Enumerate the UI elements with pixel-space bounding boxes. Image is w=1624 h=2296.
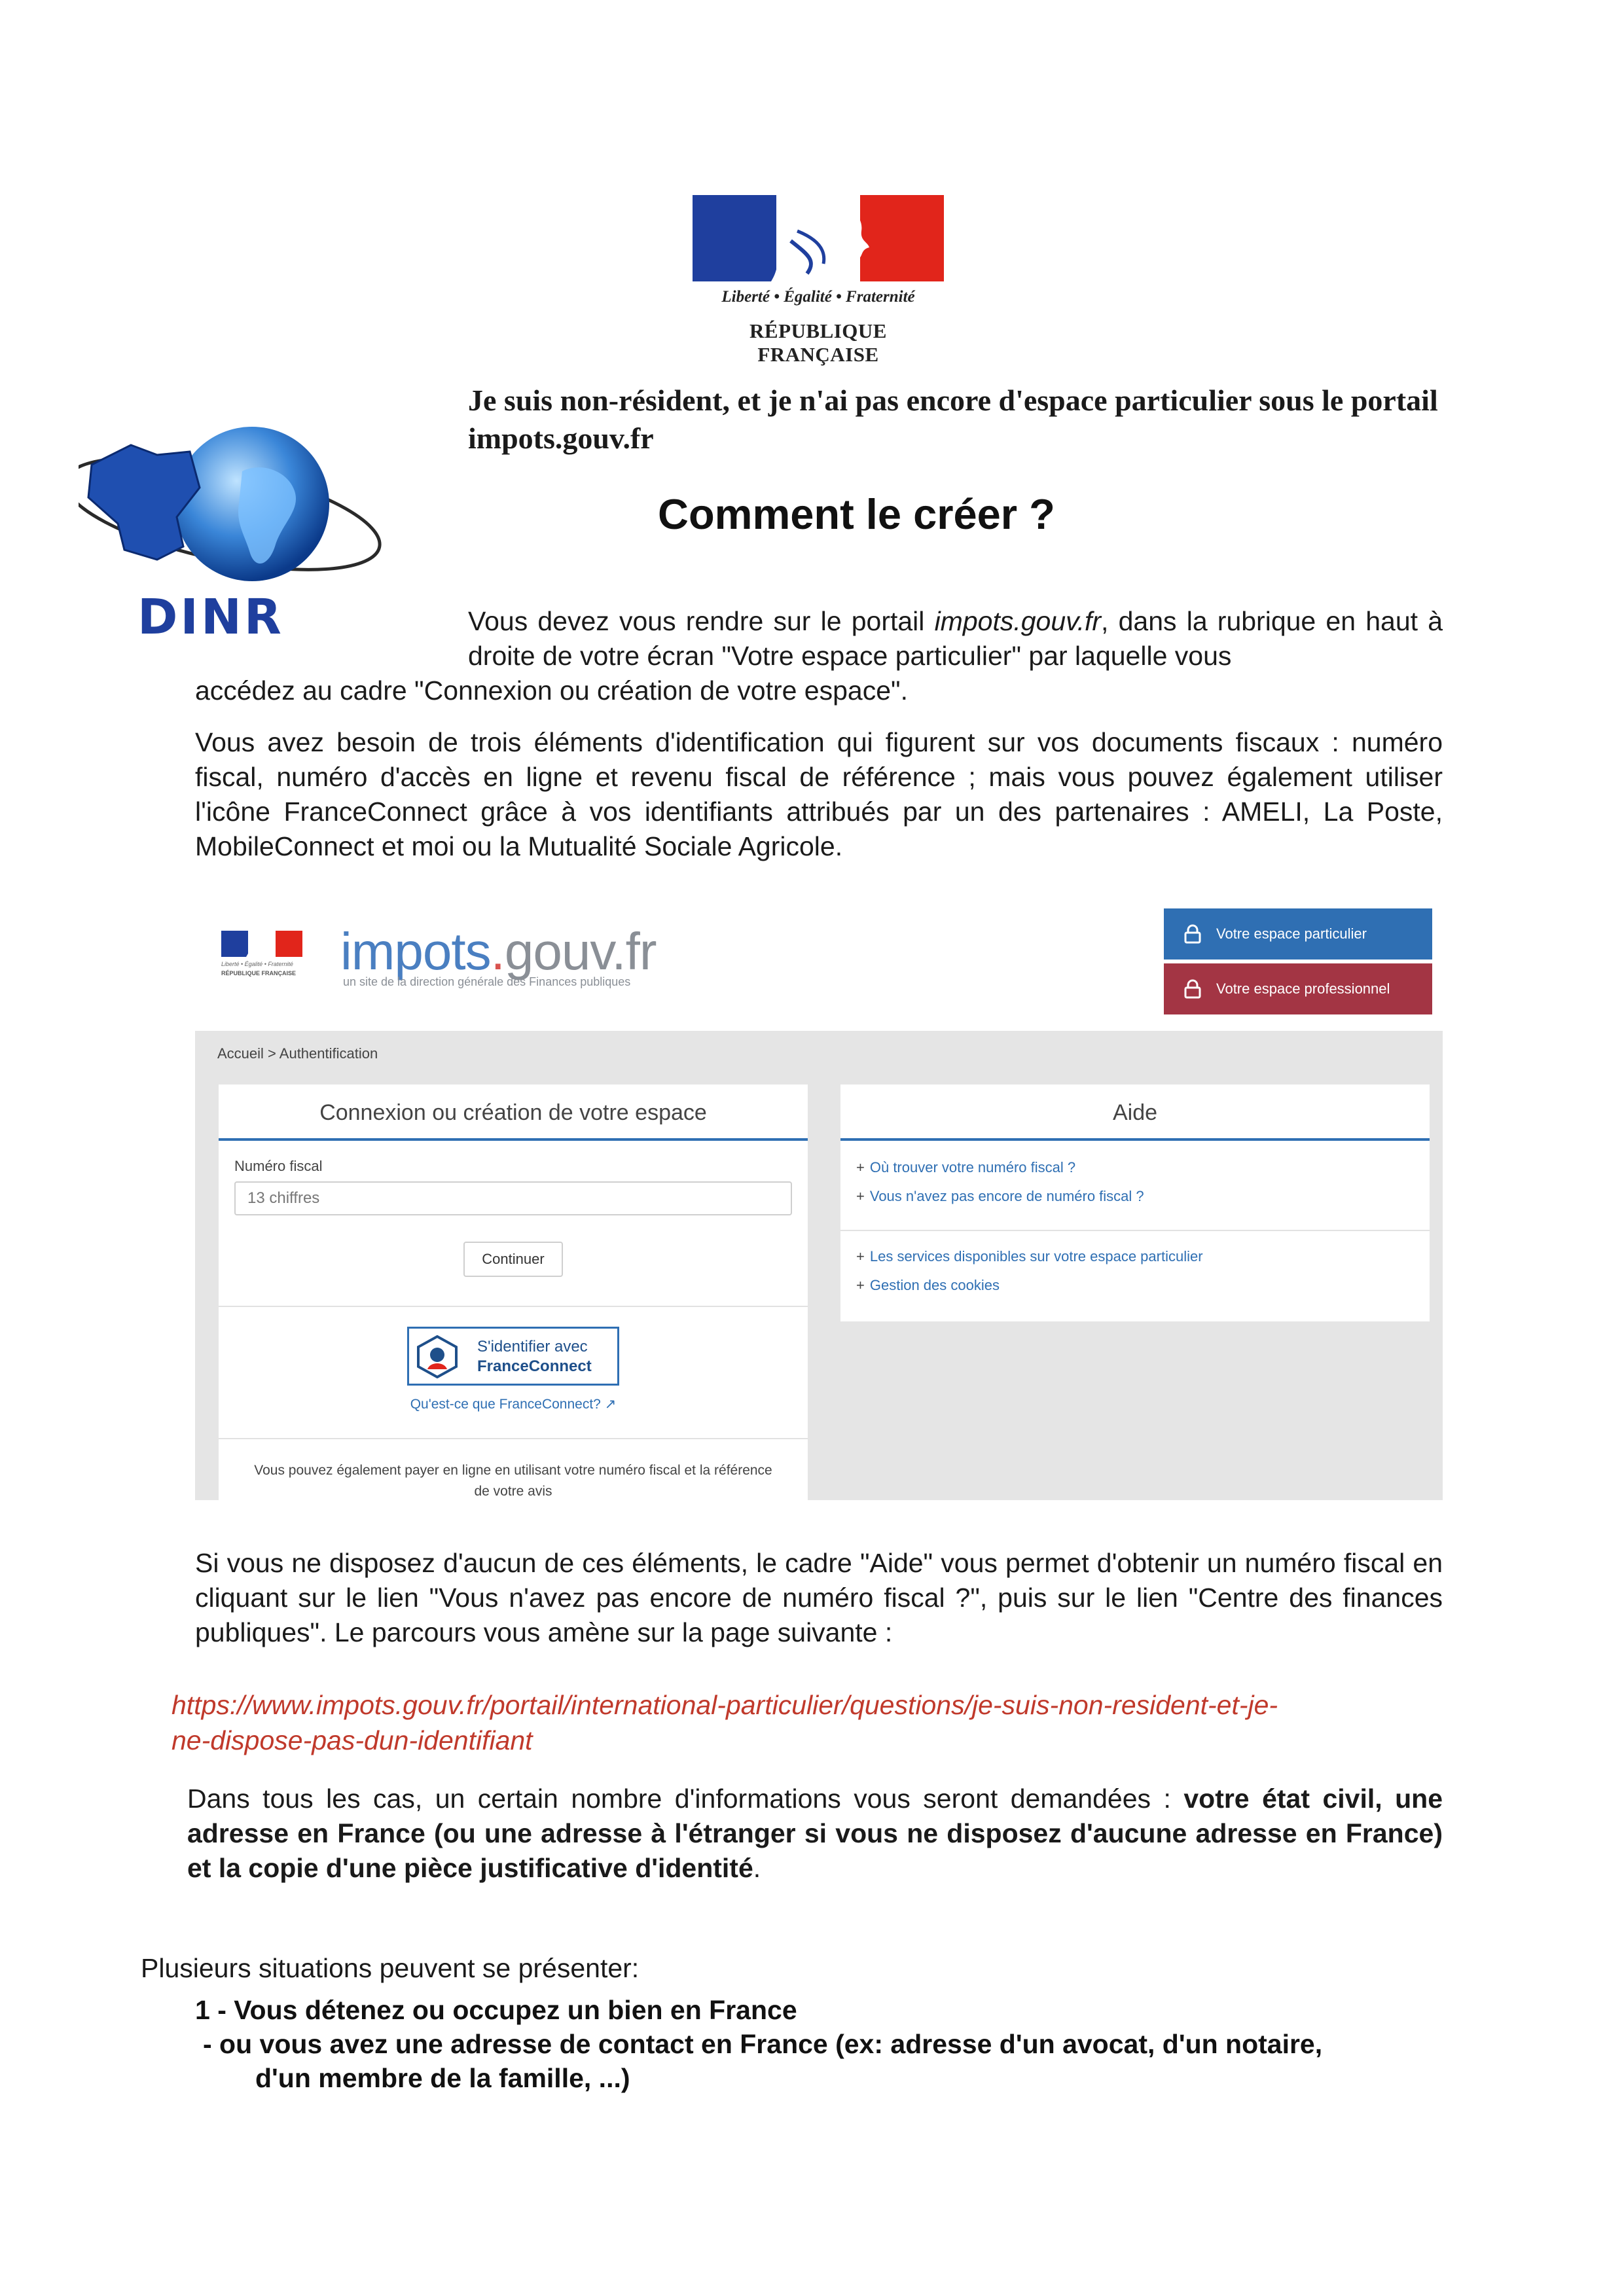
- marianne-flag-icon: [693, 195, 944, 281]
- informations-bold: votre état civil, une adresse en France (ou une adresse à l'étranger si vous ne disposez d'aucune adresse en France) et la copie d'une pièce justificative d'identité: [187, 1784, 1443, 1883]
- espace-professionnel-label: Votre espace professionnel: [1216, 980, 1390, 997]
- help-link-label: Vous n'avez pas encore de numéro fiscal ?: [869, 1188, 1144, 1204]
- numero-fiscal-label: Numéro fiscal: [234, 1158, 323, 1174]
- brand-subtitle: un site de la direction générale des Finances publiques: [343, 975, 631, 988]
- devise-text: Liberté • Égalité • Fraternité: [721, 288, 915, 306]
- help-link-services[interactable]: + Les services disponibles sur votre espace particulier: [856, 1248, 1203, 1265]
- republique-francaise-text: RÉPUBLIQUE FRANÇAISE: [749, 319, 887, 366]
- breadcrumb[interactable]: Accueil > Authentification: [217, 1045, 378, 1062]
- numero-fiscal-input[interactable]: [234, 1181, 792, 1215]
- help-link-label: Où trouver votre numéro fiscal ?: [869, 1159, 1076, 1175]
- connexion-card: [219, 1085, 808, 1500]
- situation-1: 1 - Vous détenez ou occupez un bien en France: [195, 1995, 797, 2025]
- help-link-no-numero[interactable]: + Vous n'avez pas encore de numéro fiscal ?: [856, 1188, 1144, 1204]
- impots-screenshot: [195, 897, 1443, 1500]
- paragraph-portal-a: Vous devez vous rendre sur le portail: [468, 606, 935, 636]
- brand-part-1: impots: [340, 922, 491, 980]
- franceconnect-info-link[interactable]: Qu'est-ce que FranceConnect? ↗: [410, 1397, 617, 1412]
- site-name: impots.gouv.fr: [934, 606, 1102, 636]
- espace-particulier-label: Votre espace particulier: [1216, 925, 1367, 942]
- aide-card-title: Aide: [840, 1085, 1430, 1141]
- informations-end: .: [753, 1853, 761, 1883]
- url-line-1: https://www.impots.gouv.fr/portail/international-particulier/questions/je-suis-non-resident-et-je-: [171, 1690, 1278, 1720]
- help-link-label: Gestion des cookies: [869, 1277, 1000, 1293]
- situation-1-contact-cont: d'un membre de la famille, ...): [255, 2063, 630, 2093]
- paragraph-informations: [187, 1782, 1443, 1886]
- franceconnect-line2: FranceConnect: [477, 1357, 592, 1375]
- divider: [840, 1230, 1430, 1231]
- help-link-where-numero[interactable]: + Où trouver votre numéro fiscal ?: [856, 1159, 1076, 1175]
- intro-heading: Je suis non-résident, et je n'ai pas encore d'espace particulier sous le portail impots.gouv.fr: [468, 384, 1438, 455]
- divider: [219, 1306, 808, 1307]
- dinr-label: DINR: [137, 589, 284, 645]
- mini-republique: RÉPUBLIQUE FRANÇAISE: [221, 970, 297, 977]
- mini-devise: Liberté • Égalité • Fraternité: [221, 961, 293, 967]
- paragraph-portal: [195, 604, 1443, 708]
- paragraph-identification: Vous avez besoin de trois éléments d'identification qui figurent sur vos documents fiscaux : numéro fiscal, numéro d'accès en ligne et revenu fiscal de référence ; mais vous pouvez également utiliser l'icône FranceConnect grâce à vos identifiants attribués par un des partenaires : AMELI, La Poste, MobileConnect et moi ou la Mutualité Sociale Agricole.: [195, 727, 1443, 861]
- espace-professionnel-button[interactable]: [1164, 963, 1432, 1014]
- paragraph-portal-b: , dans la rubrique en haut à droite de votre écran "Votre espace particulier" par laquelle vous: [468, 606, 1443, 671]
- paragraph-aide: Si vous ne disposez d'aucun de ces éléments, le cadre "Aide" vous permet d'obtenir un numéro fiscal en cliquant sur le lien "Vous n'avez pas encore de numéro fiscal ?", puis sur le lien "Centre des finances publiques". Le parcours vous amène sur la page suivante :: [195, 1548, 1443, 1647]
- help-link-label: Les services disponibles sur votre espace particulier: [869, 1248, 1203, 1265]
- lock-icon: [1183, 979, 1202, 999]
- paragraph-situations: Plusieurs situations peuvent se présenter:: [141, 1953, 640, 1983]
- international-url-link[interactable]: [171, 1687, 1441, 1758]
- paragraph-portal-c: accédez au cadre "Connexion ou création de votre espace".: [195, 675, 908, 706]
- page-title: Comment le créer ?: [658, 490, 1055, 538]
- payment-note: Vous pouvez également payer en ligne en utilisant votre numéro fiscal et la référence de votre avis: [254, 1463, 772, 1499]
- franceconnect-line1: S'identifier avec: [477, 1338, 588, 1355]
- brand-part-2: gouv.fr: [504, 922, 657, 980]
- brand-dot: .: [490, 922, 505, 980]
- help-link-cookies[interactable]: + Gestion des cookies: [856, 1277, 1000, 1293]
- franceconnect-icon: [416, 1335, 459, 1378]
- divider: [219, 1438, 808, 1439]
- connexion-card-title: Connexion ou création de votre espace: [219, 1085, 808, 1141]
- mini-marianne-icon: [221, 931, 302, 957]
- continue-button[interactable]: Continuer: [463, 1242, 563, 1277]
- url-line-2: ne-dispose-pas-dun-identifiant: [171, 1725, 533, 1755]
- situation-1-contact: - ou vous avez une adresse de contact en France (ex: adresse d'un avocat, d'un notaire,: [203, 2029, 1323, 2059]
- lock-icon: [1183, 924, 1202, 944]
- espace-particulier-button[interactable]: [1164, 908, 1432, 960]
- auth-panel: [195, 1031, 1443, 1500]
- informations-intro: Dans tous les cas, un certain nombre d'informations vous seront demandées :: [187, 1784, 1184, 1814]
- impots-brand[interactable]: [340, 922, 657, 982]
- marianne-logo: [687, 195, 949, 366]
- franceconnect-button[interactable]: [407, 1327, 619, 1386]
- aide-card: [840, 1085, 1430, 1321]
